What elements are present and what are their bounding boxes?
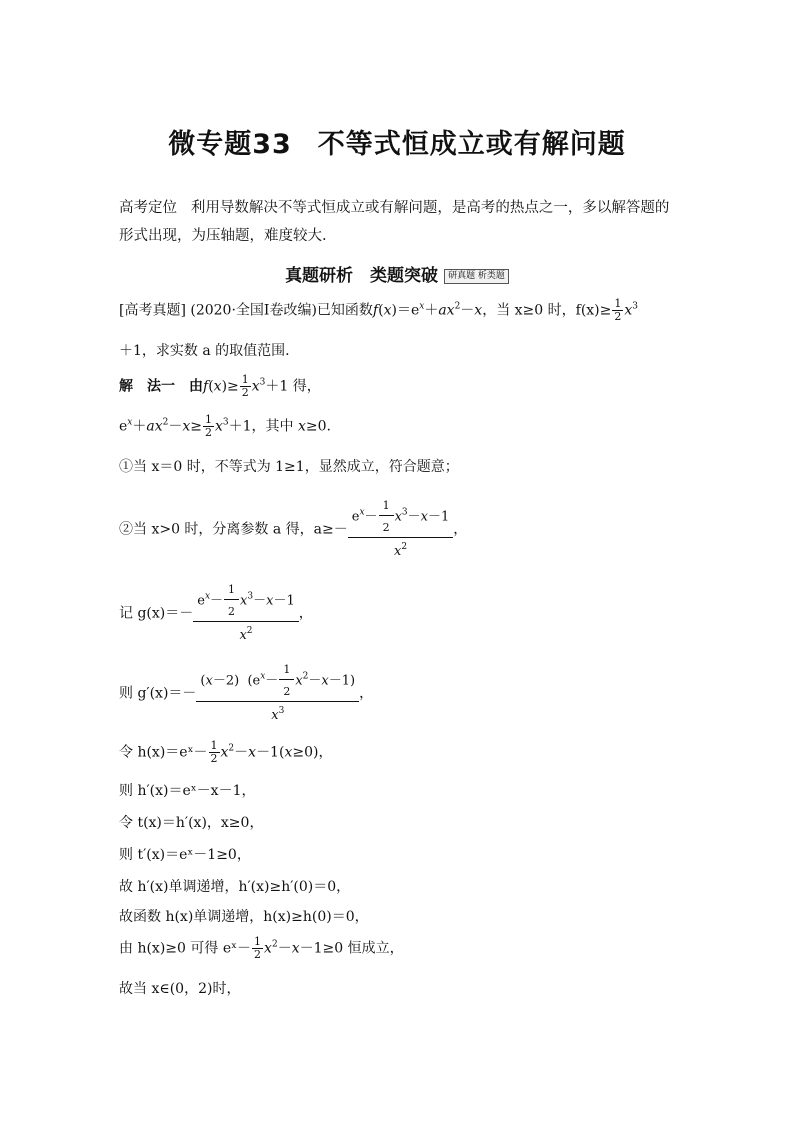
solution-h-prime-increasing: 故 h′(x)单调递增，h′(x)≥h′(0)＝0， (119, 879, 351, 895)
solution-h-nonneg: 由 h(x)≥0 可得 eˣ－ $\frac{1}{2}$ $x^2-x-1\ge 0$ 恒成立， (119, 935, 404, 961)
intro-label: 高考定位 (119, 200, 177, 216)
solution-intro: 解 法一 由f(x)≥ $\frac{1}{2}$ $x^3+1$ 得， (119, 373, 321, 399)
section-heading-text: 真题研析 类题突破 (285, 266, 439, 286)
solution-interval: 故当 x∈(0，2)时， (119, 981, 241, 997)
intro-paragraph (119, 194, 679, 250)
problem-line-2: ＋1，求实数 a 的取值范围. (119, 343, 290, 359)
intro-text: 利用导数解决不等式恒成立或有解问题，是高考的热点之一，多以解答题的形式出现，为压轴题，难度较大. (119, 200, 670, 244)
solution-define-t: 令 t(x)＝h′(x)，x≥0， (119, 815, 264, 831)
solution-define-h: 令 h(x)＝eˣ－ $\frac{1}{2}$ $x^2-x-1(x\ge 0)$， (119, 739, 333, 765)
problem-condition: 当 x≥0 时，f(x)≥ (496, 302, 612, 319)
solution-line-ineq: $e^x+ax^2-x\ge$ $\frac{1}{2}$ $x^3+1$，其中 x≥0. (119, 413, 331, 439)
define-g-text: 记 g(x)＝－ (119, 605, 194, 622)
title-prefix: 微专题 (168, 129, 253, 160)
solution-case-2: ②当 x>0 时，分离参数 a 得，a≥－ $e^x-$ $\frac{1}{2}$ $x^3-x-1$ $x^2$ ， (119, 499, 468, 559)
define-h-text: 令 h(x)＝eˣ－ (119, 744, 208, 761)
problem-source: [高考真题] (2020·全国Ⅰ卷改编)已知函数 (119, 302, 373, 319)
g-prime-text: 则 g′(x)＝－ (119, 685, 197, 702)
solution-g-prime: 则 g′(x)＝－ (x－2) ($e^x-$ $\frac{1}{2}$ $x^2-x-1$) $x^3$ ， (119, 663, 374, 723)
section-tag: 研真题 析类题 (444, 269, 509, 284)
solution-h-increasing: 故函数 h(x)单调递增，h(x)≥h(0)＝0， (119, 909, 369, 925)
page-title (0, 122, 794, 161)
title-text: 不等式恒成立或有解问题 (317, 129, 626, 160)
problem-line-1: [高考真题] (2020·全国Ⅰ卷改编)已知函数$f(x)=e^x+ax^2-x$，当 x≥0 时，f(x)≥ $\frac{1}{2}$ $x^3$ (119, 297, 639, 323)
solution-case-1: ①当 x＝0 时，不等式为 1≥1，显然成立，符合题意； (119, 459, 459, 475)
case-2-text: ②当 x>0 时，分离参数 a 得，a≥－ (119, 521, 348, 538)
title-number: 33 (252, 129, 292, 160)
solution-intro-text: 解 法一 由 (119, 378, 203, 395)
solution-define-g: 记 g(x)＝－ $e^x-$ $\frac{1}{2}$ $x^3-x-1$ $x^2$ ， (119, 583, 313, 643)
h-nonneg-text: 由 h(x)≥0 可得 eˣ－ (119, 940, 252, 957)
solution-h-prime: 则 h′(x)＝eˣ－x－1， (119, 783, 256, 799)
section-heading (0, 261, 794, 286)
solution-t-prime: 则 t′(x)＝eˣ－1≥0， (119, 847, 251, 863)
